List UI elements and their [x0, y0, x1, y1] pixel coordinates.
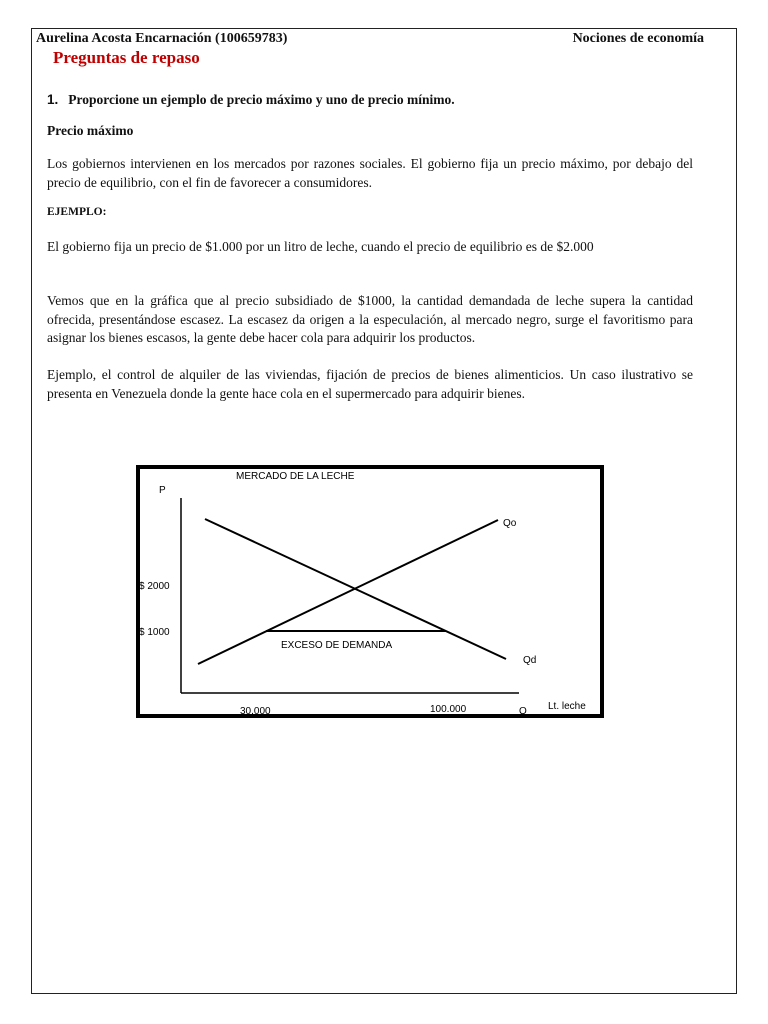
chart-title: MERCADO DE LA LECHE — [236, 471, 355, 482]
excess-demand-label: EXCESO DE DEMANDA — [281, 640, 393, 651]
milk-market-chart — [136, 465, 604, 718]
x-unit-label: Lt. leche — [548, 701, 586, 712]
y-axis-label: P — [159, 485, 166, 496]
section-heading: Precio máximo — [47, 123, 134, 138]
example-paragraph: El gobierno fija un precio de $1.000 por un litro de leche, cuando el precio de equilibrio es de $2.000 — [47, 239, 594, 254]
question-number: 1. — [47, 92, 59, 107]
x-tick-30000: 30.000 — [240, 706, 271, 717]
page-title: Preguntas de repaso — [53, 48, 200, 67]
series-label-qo: Qo — [503, 518, 517, 529]
x-axis-label: Q — [519, 706, 527, 717]
example-label: EJEMPLO: — [47, 206, 107, 218]
y-tick-2000: $ 2000 — [139, 581, 170, 592]
intro-paragraph: Los gobiernos intervienen en los mercados por razones sociales. El gobierno fija un precio máximo, por debajo del precio de equilibrio, con el fin de favorecer a consumidores. — [47, 156, 693, 190]
y-tick-1000: $ 1000 — [139, 627, 170, 638]
course-header: Nociones de economía — [572, 31, 704, 46]
author-header: Aurelina Acosta Encarnación (100659783) — [36, 31, 288, 46]
series-label-qd: Qd — [523, 655, 537, 666]
closing-paragraph: Ejemplo, el control de alquiler de las viviendas, fijación de precios de bienes alimenticios. Un caso ilustrativo se presenta en Venezuela donde la gente hace cola en el supermercado para adquirir bienes. — [47, 367, 693, 401]
x-tick-100000: 100.000 — [430, 704, 467, 715]
analysis-paragraph: Vemos que en la gráfica que al precio subsidiado de $1000, la cantidad demandada de leche supera la cantidad ofrecida, presentándose escasez. La escasez da origen a la especulación, al mercado negro, surge el favoritismo para asignar los bienes escasos, la gente debe hacer cola para adquirir los productos. — [47, 293, 693, 345]
question-1 — [47, 92, 455, 108]
question-text: Proporcione un ejemplo de precio máximo y uno de precio mínimo. — [68, 92, 455, 107]
chart-frame — [138, 467, 602, 716]
